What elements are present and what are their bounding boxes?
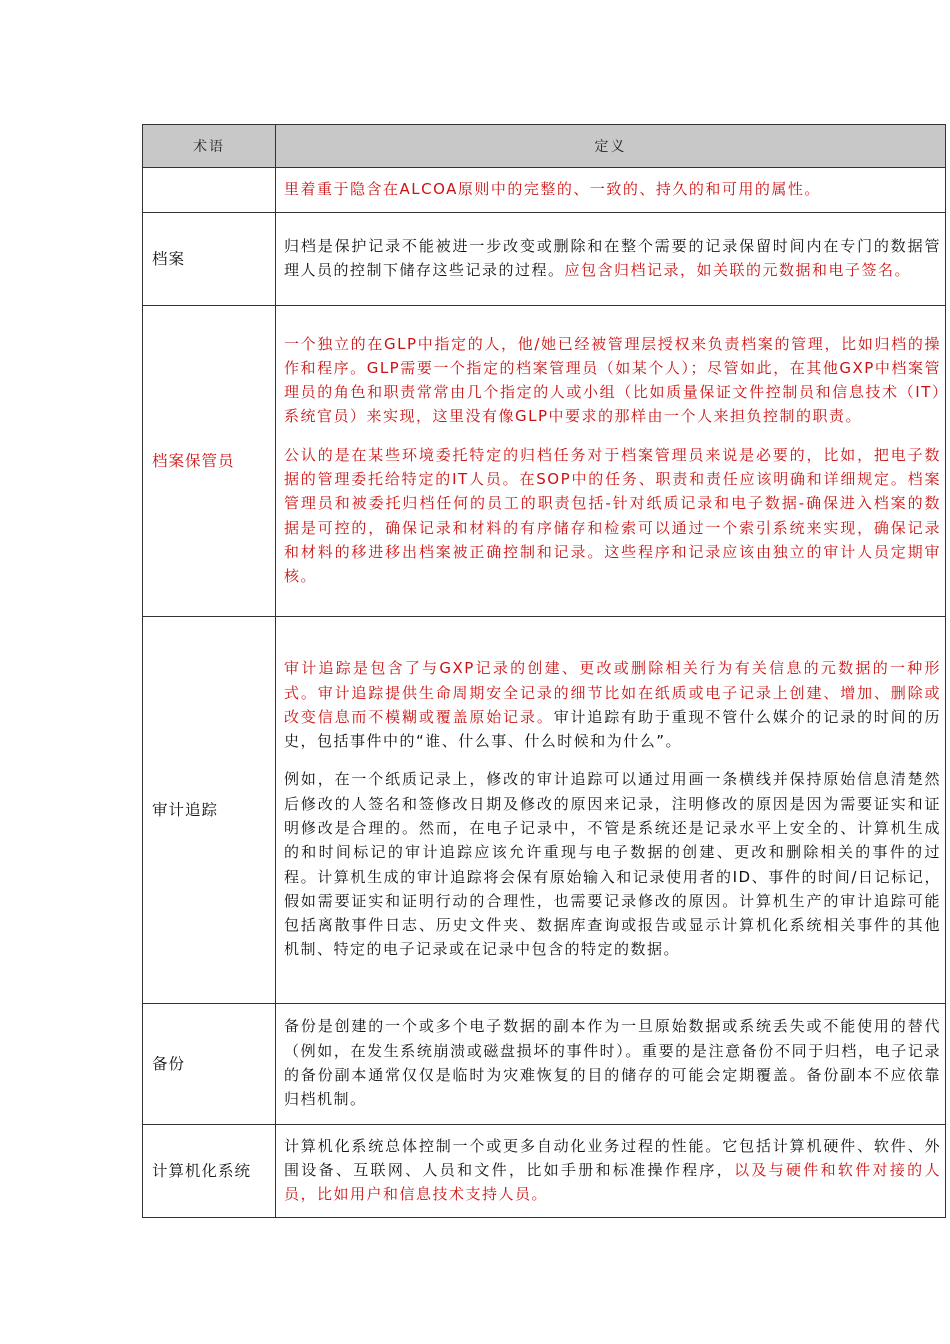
definition-text: 计算机化系统总体控制一个或更多自动化业务过程的性能。它包括计算机硬件、软件、外围设备、互联网、人员和文件，比如手册和标准操作程序， [284,1136,941,1179]
definition-text: 审计追踪有助于重现不管什么媒介的记录的时间的历史，包括事件中的“谁、什么事、什么时候和为什么”。 [284,707,941,751]
header-term: 术语 [143,125,276,168]
term-cell: 审计追踪 [143,617,276,1004]
definition-paragraph [284,1014,941,1111]
definition-text-highlight: 应包含归档记录，如关联的元数据和电子签名。 [564,261,912,279]
definition-text-highlight: 以及与硬件和软件对接的人员，比如用户和信息技术支持人员。 [284,1160,941,1204]
table-row [143,306,946,617]
definition-cell [276,1125,946,1218]
definition-paragraph [284,767,941,961]
table-row [143,1125,946,1218]
definition-text-highlight: 审计追踪是包含了与GXP记录的创建、更改或删除相关行为有关信息的元数据的一种形式。审计追踪提供生命周期安全记录的细节比如在纸质或电子记录上创建、增加、删除或改变信息而不模糊或覆盖原始记录。 [284,659,941,726]
definition-text: 里着重于隐含在ALCOA原则中的完整的、一致的、持久的和可用的属性。 [284,179,821,198]
definition-paragraph [284,234,941,283]
definition-paragraph [284,177,941,201]
term-cell: 档案 [143,213,276,306]
definition-cell [276,617,946,1004]
definition-text: 公认的是在某些环境委托特定的归档任务对于档案管理员来说是必要的，比如，把电子数据的管理委托给特定的IT人员。在SOP中的任务、职责和责任应该明确和详细规定。档案管理员和被委托归档任何的员工的职责包括-针对纸质记录和电子数据-确保进入档案的数据是可控的，确保记录和材料的有序储存和检索可以通过一个索引系统来实现，确保记录和材料的移进移出档案被正确控制和记录。这些程序和记录应该由独立的审计人员定期审核。 [284,445,941,586]
table-row [143,1004,946,1125]
header-definition: 定义 [276,125,946,168]
definition-paragraph [284,1134,941,1207]
term-cell: 档案保管员 [143,306,276,617]
definition-paragraph [284,332,941,429]
definition-cell [276,306,946,617]
definition-text: 一个独立的在GLP中指定的人，他/她已经被管理层授权来负责档案的管理，比如归档的操作和程序。GLP需要一个指定的档案管理员（如某个人）；尽管如此，在其他GXP中档案管理员的角色和职责常常由几个指定的人或小组（比如质量保证文件控制员和信息技术（IT）系统官员）来实现，这里没有像GLP中要求的那样由一个人来担负控制的职责。 [284,334,941,426]
definition-paragraph [284,443,941,589]
definition-cell [276,213,946,306]
glossary-table [142,124,946,1218]
term-cell: 计算机化系统 [143,1125,276,1218]
table-header-row [143,125,946,168]
definition-text: 归档是保护记录不能被进一步改变或删除和在整个需要的记录保留时间内在专门的数据管理人员的控制下储存这些记录的过程。 [284,236,941,279]
definition-paragraph [284,656,941,753]
definition-text: 例如，在一个纸质记录上，修改的审计追踪可以通过用画一条横线并保持原始信息清楚然后修改的人签名和签修改日期及修改的原因来记录，注明修改的原因是因为需要证实和证明修改是合理的。然而，在电子记录中，不管是系统还是记录水平上安全的、计算机生成的和时间标记的审计追踪应该允许重现与电子数据的创建、更改和删除相关的事件的过程。计算机生成的审计追踪将会保有原始输入和记录使用者的ID、事件的时间/日记标记，假如需要证实和证明行动的合理性，也需要记录修改的原因。计算机生产的审计追踪可能包括离散事件日志、历史文件夹、数据库查询或报告或显示计算机化系统相关事件的其他机制、特定的电子记录或在记录中包含的特定的数据。 [284,770,941,959]
term-cell [143,168,276,213]
definition-text: 备份是创建的一个或多个电子数据的副本作为一旦原始数据或系统丢失或不能使用的替代（例如，在发生系统崩溃或磁盘损坏的事件时）。重要的是注意备份不同于归档，电子记录的备份副本通常仅仅是临时为灾难恢复的目的储存的可能会定期覆盖。备份副本不应依靠归档机制。 [284,1017,941,1109]
table-row [143,168,946,213]
term-cell: 备份 [143,1004,276,1125]
table-row [143,617,946,1004]
definition-cell [276,168,946,213]
definition-cell [276,1004,946,1125]
table-row [143,213,946,306]
